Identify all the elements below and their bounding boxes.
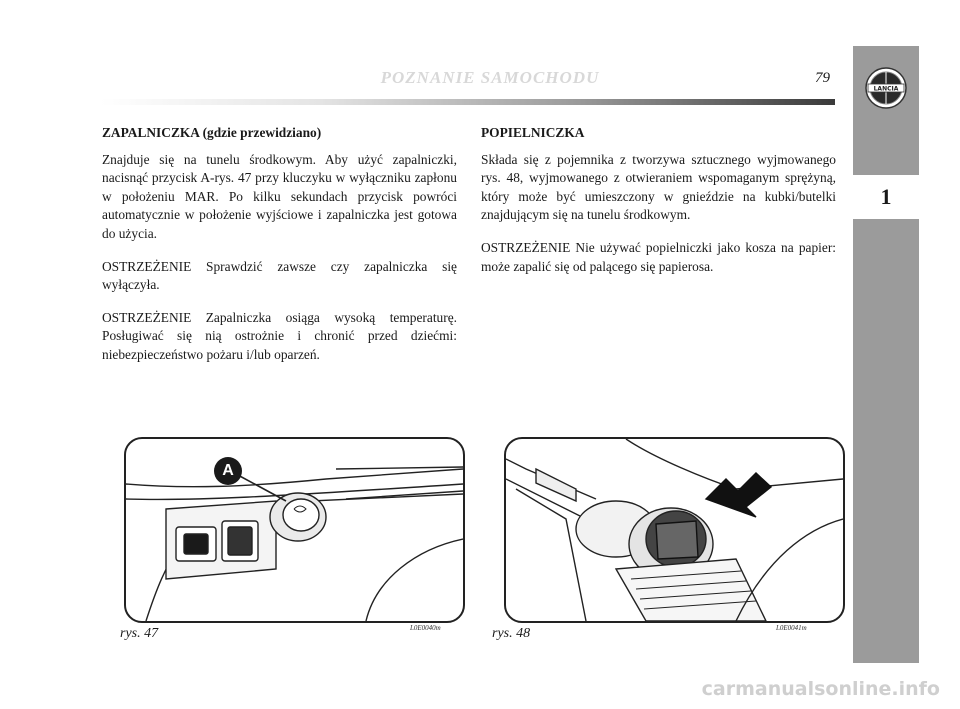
left-column	[102, 124, 457, 379]
figure-48-code: L0E0041m	[776, 624, 807, 632]
lighter-warning-2: OSTRZEŻENIE Zapalniczka osiąga wysoką temperaturę. Posługiwać się nią ostrożnie i chronić przed dziećmi: niebezpieczeństwo pożaru i/lub oparzeń.	[102, 309, 457, 362]
watermark: carmanualsonline.info	[701, 678, 940, 700]
page-number: 79	[815, 70, 830, 86]
figure-48-illustration	[504, 437, 845, 623]
lancia-logo	[853, 46, 919, 129]
ashtray-warning: OSTRZEŻENIE Nie używać popielniczki jako kosza na papier: może zapalić się od palącego się papierosa.	[481, 239, 836, 274]
figure-47-illustration	[124, 437, 465, 623]
figure-47-label: rys. 47	[120, 626, 159, 641]
header-title: POZNANIE SAMOCHODU	[380, 68, 600, 87]
figure-47-code: L0E0040m	[410, 624, 441, 632]
sidebar	[853, 46, 919, 663]
right-column	[481, 124, 836, 290]
ashtray-paragraph: Składa się z pojemnika z tworzywa sztucznego wyjmowanego rys. 48, wyjmowanego z otwieraniem wspomaganym sprężyną, który może być umieszczony w gnieździe na kubki/butelki znajdującym się na tunelu środkowym.	[481, 151, 836, 223]
logo-text: LANCIA	[873, 85, 899, 93]
ashtray-heading: POPIELNICZKA	[481, 125, 585, 140]
lighter-warning-1: OSTRZEŻENIE Sprawdzić zawsze czy zapalniczka się wyłączyła.	[102, 258, 457, 293]
marker-a-label: A	[222, 462, 234, 479]
chapter-number: 1	[853, 175, 919, 219]
lighter-heading: ZAPALNICZKA (gdzie przewidziano)	[102, 125, 322, 140]
figure-48-label: rys. 48	[492, 626, 531, 641]
marker-a	[214, 457, 242, 485]
header-rule	[100, 99, 835, 105]
lighter-paragraph: Znajduje się na tunelu środkowym. Aby użyć zapalniczki, nacisnąć przycisk A-rys. 47 przy kluczyku w wyłączniku zapłonu w położeniu MAR. Po kilku sekundach przycisk powróci automatycznie w położenie wyjściowe i zapalniczka jest gotowa do użycia.	[102, 151, 457, 241]
